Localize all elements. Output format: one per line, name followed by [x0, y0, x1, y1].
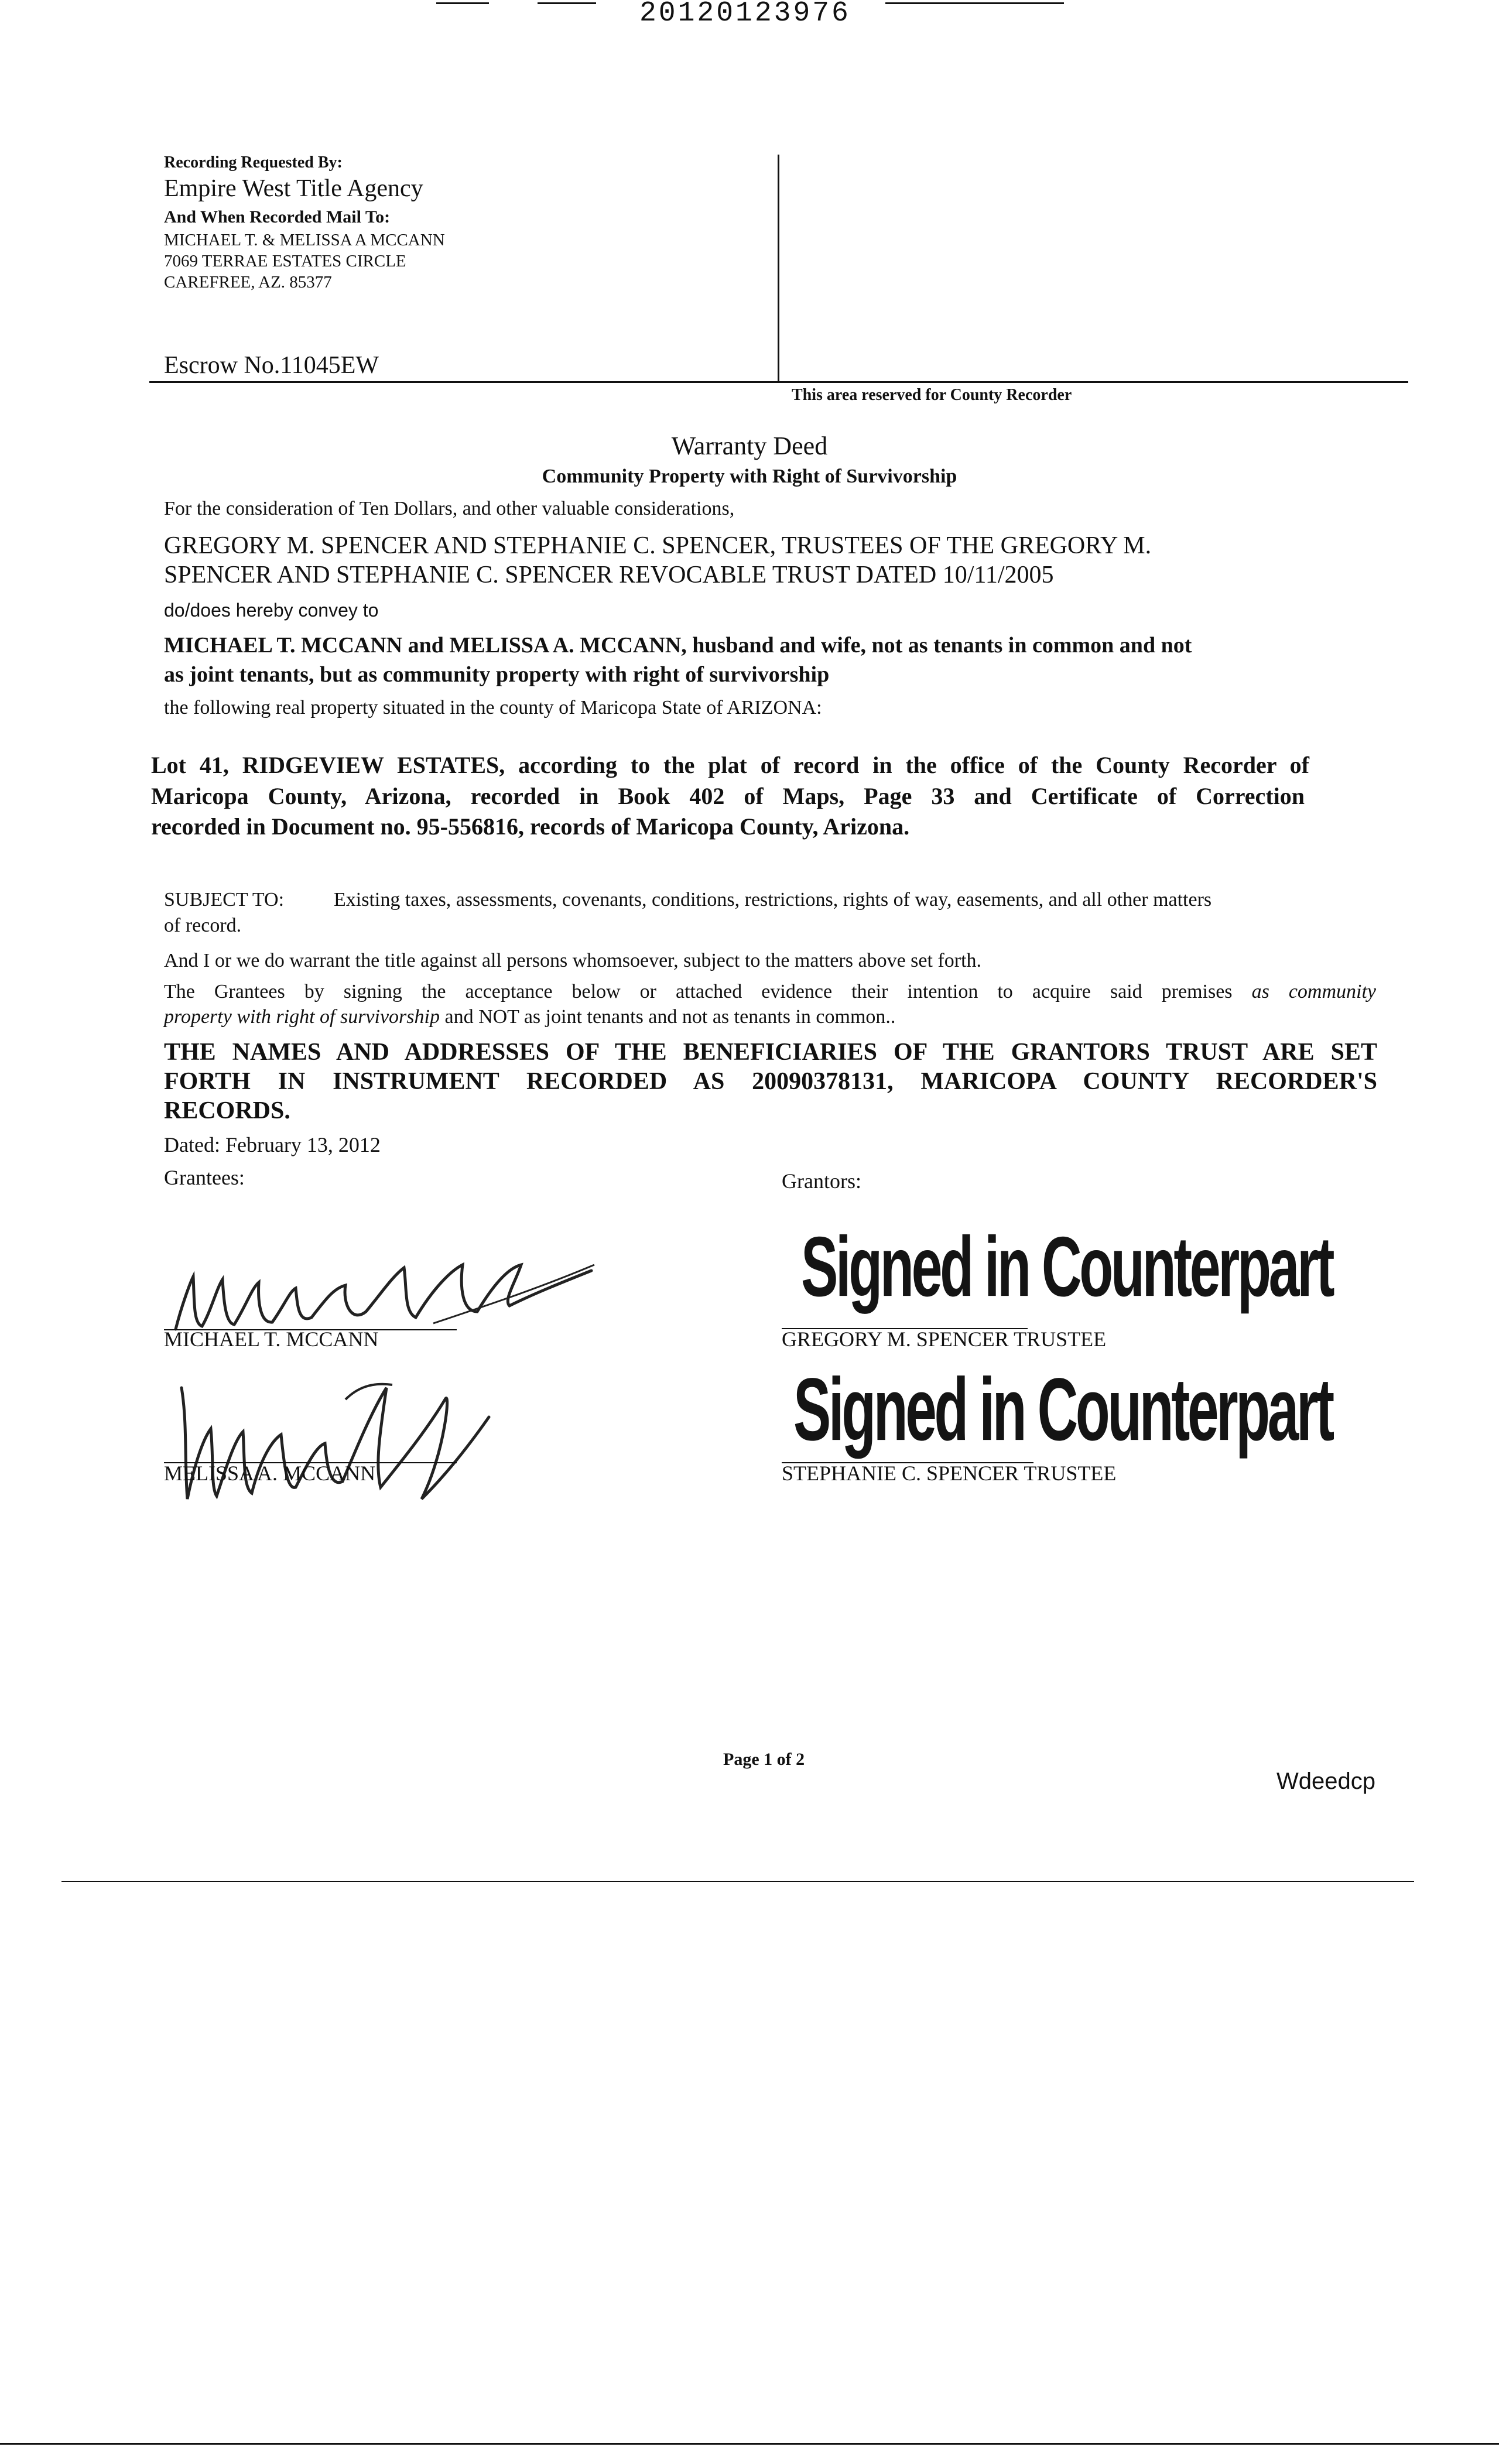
subject-to-label: SUBJECT TO:	[164, 889, 285, 911]
header-rule-mid	[538, 2, 596, 4]
recorder-box-bottom-rule	[149, 381, 1408, 383]
subject-to-text-cont: of record.	[164, 915, 242, 936]
melissa-name: MELISSA A. MCCANN	[164, 1462, 376, 1485]
signed-in-counterpart-stamp-2: Signed in Counterpart	[793, 1360, 1332, 1459]
signed-in-counterpart-stamp-1: Signed in Counterpart	[801, 1219, 1333, 1314]
mail-street: 7069 TERRAE ESTATES CIRCLE	[164, 252, 406, 271]
footer-rule	[61, 1881, 1414, 1882]
mail-city: CAREFREE, AZ. 85377	[164, 273, 332, 292]
county-recorder-note: This area reserved for County Recorder	[792, 386, 1072, 404]
bottom-edge-rule	[0, 2443, 1499, 2445]
mail-name: MICHAEL T. & MELISSA A MCCANN	[164, 231, 445, 249]
recording-requested-label: Recording Requested By:	[164, 153, 343, 172]
acceptance-line1	[164, 981, 1376, 1003]
subject-to-text: Existing taxes, assessments, covenants, conditions, restrictions, rights of way, easements, and all other matters	[334, 889, 1212, 911]
legal-description-line1: Lot 41, RIDGEVIEW ESTATES, according to the plat of record in the office of the County Recorder of	[151, 752, 1309, 778]
escrow-number: Escrow No.11045EW	[164, 352, 379, 379]
property-intro: the following real property situated in the county of Maricopa State of ARIZONA:	[164, 697, 822, 718]
warranty-text: And I or we do warrant the title against all persons whomsoever, subject to the matters above set forth.	[164, 950, 982, 971]
legal-description-line3: recorded in Document no. 95-556816, records of Maricopa County, Arizona.	[151, 813, 910, 840]
page-number: Page 1 of 2	[723, 1750, 805, 1769]
grantor-names-line1: GREGORY M. SPENCER AND STEPHANIE C. SPENCER, TRUSTEES OF THE GREGORY M.	[164, 532, 1152, 559]
recorder-box-divider	[778, 155, 779, 382]
deed-title: Warranty Deed	[671, 432, 828, 460]
grantor-names-line2: SPENCER AND STEPHANIE C. SPENCER REVOCABLE TRUST DATED 10/11/2005	[164, 562, 1054, 588]
grantors-label: Grantors:	[782, 1169, 861, 1193]
beneficiaries-line1: THE NAMES AND ADDRESSES OF THE BENEFICIARIES OF THE GRANTORS TRUST ARE SET	[164, 1039, 1377, 1066]
grantee-names-line2: as joint tenants, but as community property with right of survivorship	[164, 662, 830, 687]
acceptance-text: The Grantees by signing the acceptance below or attached evidence their intention to acquire said premises	[164, 981, 1233, 1002]
agency-name: Empire West Title Agency	[164, 175, 423, 202]
legal-description-line2: Maricopa County, Arizona, recorded in Book 402 of Maps, Page 33 and Certificate of Correction	[151, 783, 1305, 809]
beneficiaries-line3: RECORDS.	[164, 1097, 290, 1124]
acceptance-italic-community: as community	[1251, 981, 1376, 1002]
acceptance-italic-survivorship: property with right of survivorship	[164, 1006, 440, 1028]
grantees-label: Grantees:	[164, 1166, 245, 1189]
grantee-names-line1: MICHAEL T. MCCANN and MELISSA A. MCCANN, husband and wife, not as tenants in common and not	[164, 633, 1192, 658]
convey-text: do/does hereby convey to	[164, 600, 379, 621]
stephanie-name: STEPHANIE C. SPENCER TRUSTEE	[782, 1462, 1117, 1485]
melissa-signature-image	[170, 1364, 498, 1517]
form-code: Wdeedcp	[1276, 1768, 1375, 1794]
acceptance-rest: and NOT as joint tenants and not as tenants in common..	[444, 1006, 896, 1028]
beneficiaries-line2: FORTH IN INSTRUMENT RECORDED AS 20090378131, MARICOPA COUNTY RECORDER'S	[164, 1068, 1377, 1095]
mail-to-label: And When Recorded Mail To:	[164, 207, 391, 227]
dated-text: Dated: February 13, 2012	[164, 1133, 381, 1156]
michael-name: MICHAEL T. MCCANN	[164, 1327, 379, 1351]
acceptance-line2	[164, 1006, 895, 1028]
header-rule-right	[885, 2, 1064, 4]
deed-subtitle: Community Property with Right of Survivorship	[542, 466, 957, 487]
document-number: 20120123976	[639, 0, 851, 29]
header-rule-left	[436, 2, 489, 4]
gregory-name: GREGORY M. SPENCER TRUSTEE	[782, 1327, 1107, 1351]
consideration-text: For the consideration of Ten Dollars, and other valuable considerations,	[164, 498, 735, 519]
